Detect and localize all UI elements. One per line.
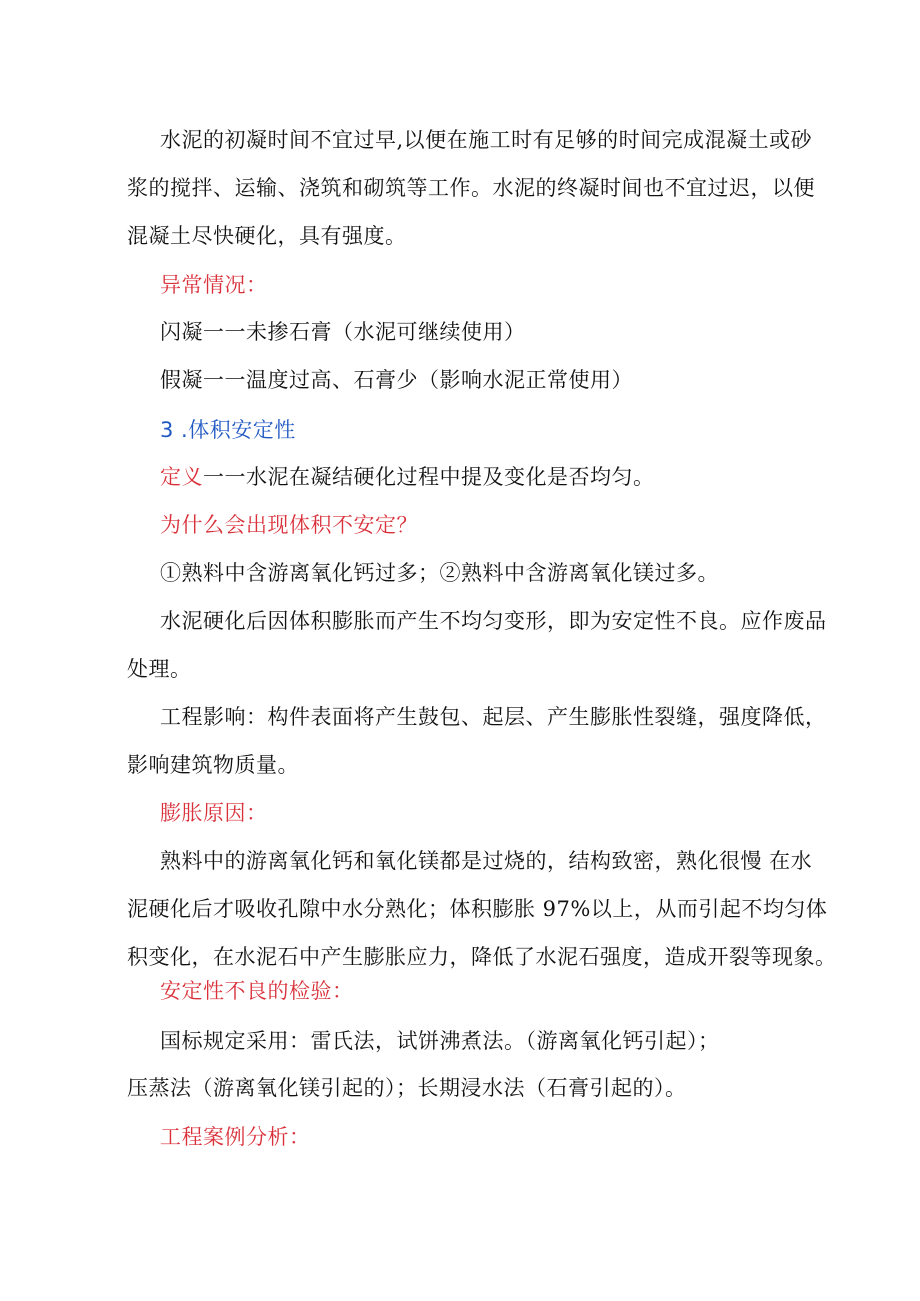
paragraph-line: 水泥硬化后因体积膨胀而产生不均匀变形，即为安定性不良。应作废品 [160,609,827,633]
why-heading: 为什么会出现体积不安定？ [160,513,418,537]
expansion-heading: 膨胀原因： [160,801,268,825]
paragraph-line: 工程影响：构件表面将产生鼓包、起层、产生膨胀性裂缝，强度降低， [160,705,827,729]
case-heading: 工程案例分析： [160,1125,311,1149]
list-item: 闪凝一一未掺石膏（水泥可继续使用） [160,320,526,344]
paragraph-line: 水泥的初凝时间不宜过早,以便在施工时有足够的时间完成混凝土或砂 [160,128,813,152]
definition-text: 一一水泥在凝结硬化过程中提及变化是否均匀。 [203,465,655,489]
section-heading: 3 .体积安定性 [160,418,296,442]
paragraph-line: 国标规定采用：雷氏法，试饼沸煮法。（游离氧化钙引起）； [160,1029,720,1053]
definition-label: 定义 [160,465,203,489]
paragraph-line: 处理。 [127,657,192,681]
definition-line [160,462,655,492]
list-item: 假凝一一温度过高、石膏少（影响水泥正常使用） [160,368,633,392]
test-heading: 安定性不良的检验： [160,979,354,1003]
paragraph-line: 积变化，在水泥石中产生膨胀应力，降低了水泥石强度，造成开裂等现象。 [127,945,837,969]
abnormal-heading: 异常情况： [160,273,268,297]
paragraph-line: 浆的搅拌、运输、浇筑和砌筑等工作。水泥的终凝时间也不宜过迟，以便 [127,176,815,200]
paragraph-line: 压蒸法（游离氧化镁引起的）；长期浸水法（石膏引起的）。 [127,1076,687,1100]
paragraph-line: 熟料中的游离氧化钙和氧化镁都是过烧的，结构致密，熟化很慢 在水 [160,849,813,873]
paragraph-line: 影响建筑物质量。 [127,753,299,777]
paragraph-line: 混凝土尽快硬化，具有强度。 [127,224,407,248]
paragraph-line: 泥硬化后才吸收孔隙中水分熟化；体积膨胀 97%以上，从而引起不均匀体 [127,897,828,921]
why-answer: ①熟料中含游离氧化钙过多；②熟料中含游离氧化镁过多。 [160,561,719,585]
